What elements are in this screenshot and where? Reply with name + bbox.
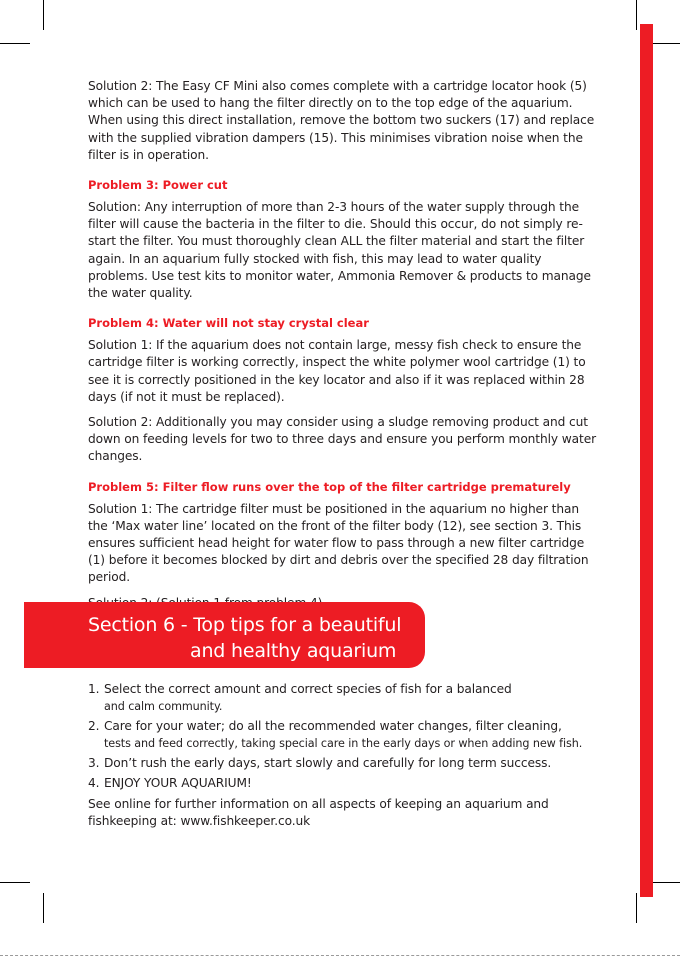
footer-note: See online for further information on all aspects of keeping an aquarium and fishkeeping at: www.fishkeeper.co.uk xyxy=(88,797,549,828)
troubleshooting-content xyxy=(88,78,596,620)
crop-mark xyxy=(0,882,30,883)
crop-mark xyxy=(636,0,637,30)
crop-mark xyxy=(650,43,680,44)
list-number: 1. xyxy=(88,682,100,696)
section-title: and healthy aquarium xyxy=(190,640,397,662)
tip-text: Select the correct amount and correct species of fish for a balanced xyxy=(104,682,512,696)
list-item xyxy=(88,681,600,715)
crop-mark xyxy=(0,43,30,44)
trim-line xyxy=(0,955,680,956)
list-item xyxy=(88,755,600,772)
tip-text: ENJOY YOUR AQUARIUM! xyxy=(104,776,252,790)
tip-text: Don’t rush the early days, start slowly and carefully for long term success. xyxy=(104,756,552,770)
tips-list xyxy=(88,681,600,830)
list-item xyxy=(88,718,600,752)
solution-paragraph: Solution 1: The cartridge filter must be positioned in the aquarium no higher than the ‘Max water line’ located on the front of the filter body (12), see section 3. This ensures sufficient head height for water flow to pass through a new filter cartridge (1) before it becomes blocked by dirt and debris over the specified 28 day filtration period. xyxy=(88,501,589,585)
list-item xyxy=(88,775,600,792)
problem-heading: Problem 3: Power cut xyxy=(88,178,228,193)
tip-text-continued: and calm community. xyxy=(104,700,223,713)
section-banner xyxy=(24,602,425,668)
crop-mark xyxy=(636,893,637,923)
problem-heading: Problem 4: Water will not stay crystal clear xyxy=(88,316,369,331)
problem-heading: Problem 5: Filter flow runs over the top of the filter cartridge prematurely xyxy=(88,479,571,494)
list-number: 3. xyxy=(88,756,100,770)
list-number: 4. xyxy=(88,776,100,790)
crop-mark xyxy=(650,882,680,883)
solution-paragraph: Solution 2: Additionally you may consider using a sludge removing product and cut down on feeding levels for two to three days and ensure you perform monthly water changes. xyxy=(88,415,597,464)
solution-paragraph: Solution: Any interruption of more than 2-3 hours of the water supply through the filter will cause the bacteria in the filter to die. Should this occur, do not simply re-start the filter. You must thoroughly clean ALL the filter material and start the filter again. In an aquarium fully stocked with fish, this may lead to water quality problems. Use test kits to monitor water, Ammonia Remover & products to manage the water quality. xyxy=(88,200,591,301)
solution-paragraph: Solution 2: The Easy CF Mini also comes complete with a cartridge locator hook (5) which can be used to hang the filter directly on to the top edge of the aquarium. When using this direct installation, remove the bottom two suckers (17) and replace with the supplied vibration dampers (15). This minimises vibration noise when the filter is in operation. xyxy=(88,79,595,162)
solution-paragraph: Solution 1: If the aquarium does not contain large, messy fish check to ensure the cartridge filter is working correctly, inspect the white polymer wool cartridge (1) to see it is correctly positioned in the key locator and also if it was replaced within 28 days (if not it must be replaced). xyxy=(88,338,586,404)
crop-mark xyxy=(43,893,44,923)
section-title: Section 6 - Top tips for a beautiful xyxy=(88,614,402,636)
crop-mark xyxy=(43,0,44,30)
list-number: 2. xyxy=(88,719,100,733)
tip-text: Care for your water; do all the recommended water changes, filter cleaning, xyxy=(104,719,562,733)
side-accent-bar xyxy=(640,24,653,897)
tip-text-continued: tests and feed correctly, taking special care in the early days or when adding new fish. xyxy=(104,737,583,750)
